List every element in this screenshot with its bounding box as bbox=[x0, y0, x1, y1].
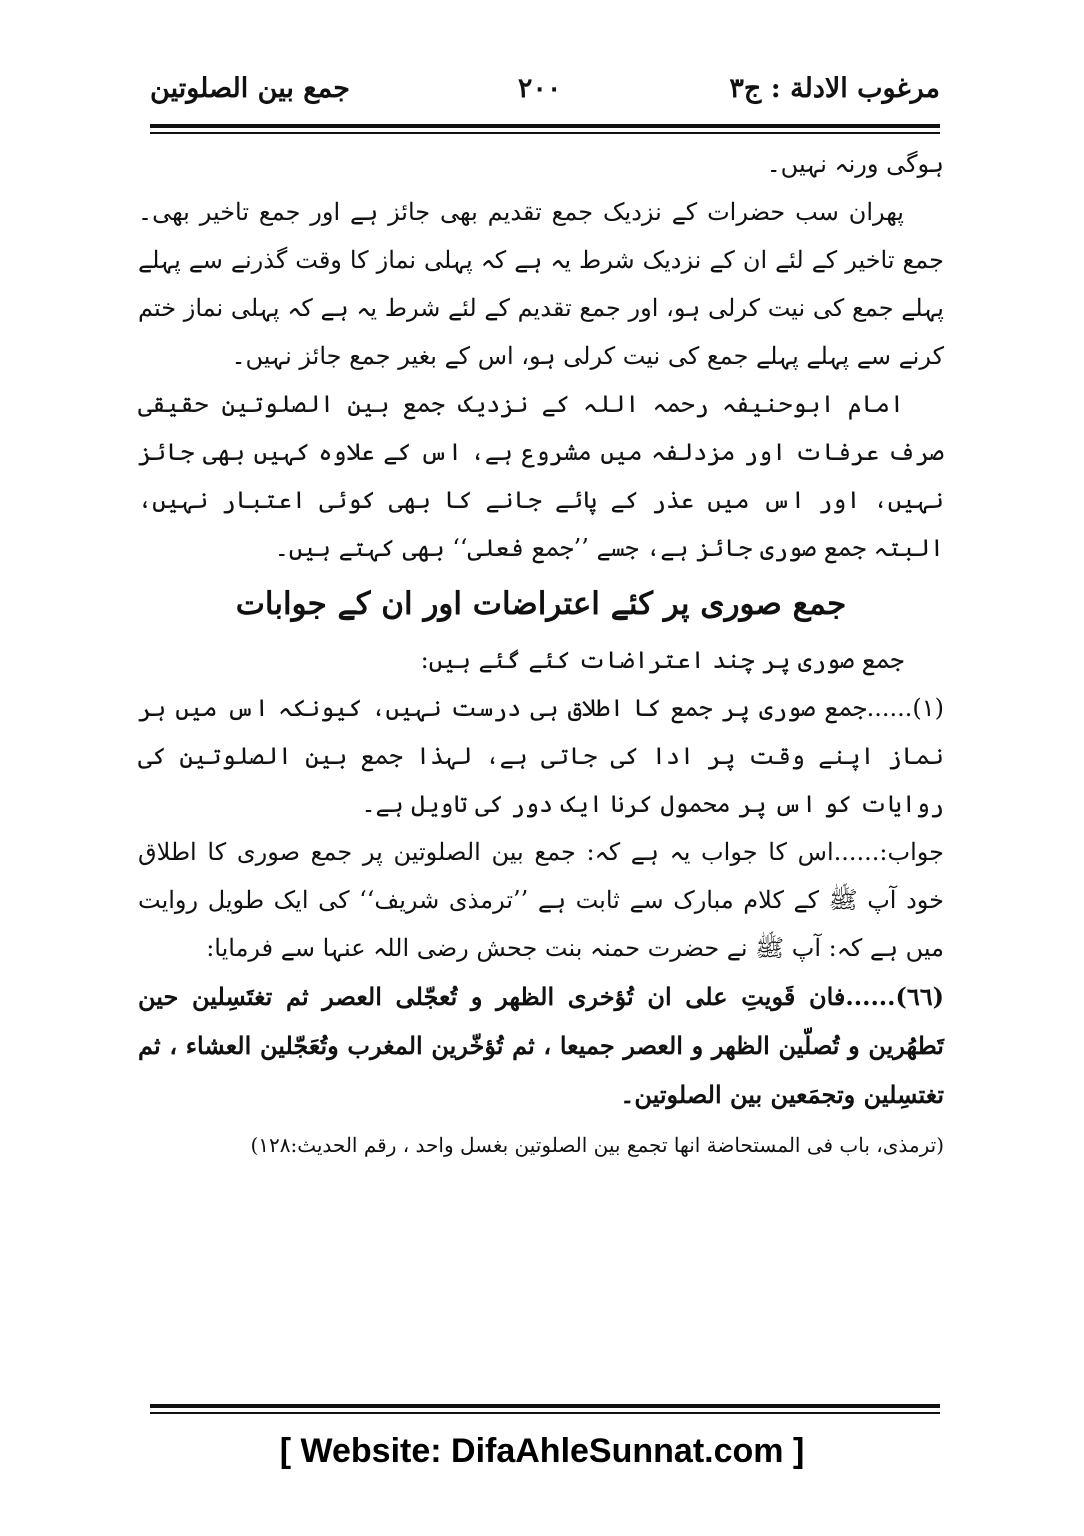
footer-rule-thick bbox=[150, 1404, 940, 1408]
page-number: ۲۰۰ bbox=[517, 72, 562, 104]
footer-rule-thin bbox=[150, 1412, 940, 1414]
answer-paragraph: جواب:......اس کا جواب یہ ہے کہ: جمع بین الصلوتین پر جمع صوری کا اطلاق خود آپ ﷺ کے کلام مبارک سے ثابت ہے ’’ترمذی شریف‘‘ کی ایک طویل روایت میں ہے کہ: آپ ﷺ نے حضرت حمنہ بنت جحش رضی اللہ عنہا سے فرمایا: bbox=[138, 838, 944, 962]
paragraph-continuation: ہوگی ورنہ نہیں۔ bbox=[766, 150, 944, 178]
page-header bbox=[150, 62, 940, 114]
hadith-text: (٦٦)......فان قَويتِ على ان تُؤخرى الظهر و تُعجّلى العصر ثم تغتَسِلين حين تَطهُرين و تُصلّين الظهر و العصر جميعا ، ثم تُؤخّرين المغرب وتُعَجّلين العشاء ، ثم تغتسِلين وتجمَعين بين الصلوتين۔ bbox=[138, 982, 945, 1109]
chapter-title: جمع بین الصلوتین bbox=[150, 72, 350, 104]
hadith-reference: (ترمذی، باب فی المستحاضة انها تجمع بين الصلوتين بغسل واحد ، رقم الحديث:۱۲۸) bbox=[250, 1133, 944, 1157]
objections-intro: جمع صوری پر چند اعتراضات کئے گئے ہیں: bbox=[420, 646, 904, 674]
section-heading: جمع صوری پر کئے اعتراضات اور ان کے جوابات bbox=[235, 586, 847, 622]
header-rule-thin bbox=[150, 132, 940, 134]
book-title: مرغوب الادلة : ج۳ bbox=[729, 72, 940, 104]
objection-1: (۱)......جمع صوری پر جمع کا اطلاق ہی درست نہیں، کیونکہ اس میں ہر نماز اپنے وقت پر ادا کی جاتی ہے، لہذا جمع بین الصلوتین کی روایات کو اس پر محمول کرنا ایک دور کی تاویل ہے۔ bbox=[138, 694, 944, 818]
website-banner: [ Website: DifaAhleSunnat.com ] bbox=[279, 1432, 805, 1470]
paragraph-jam-conditions: پھران سب حضرات کے نزدیک جمع تقدیم بھی جائز ہے اور جمع تاخیر بھی۔ جمع تاخیر کے لئے ان کے نزدیک شرط یہ ہے کہ پہلی نماز کا وقت گذرنے سے پہلے پہلے جمع کی نیت کرلی ہو، اور جمع تقدیم کے لئے شرط یہ ہے کہ پہلی نماز ختم کرنے سے پہلے پہلے جمع کی نیت کرلی ہو، اس کے بغیر جمع جائز نہیں۔ bbox=[138, 198, 944, 370]
header-rule-thick bbox=[150, 124, 940, 128]
page-body bbox=[138, 140, 944, 1169]
paragraph-imam-abu-hanifa: امام ابوحنیفہ رحمہ اللہ کے نزدیک جمع بین الصلوتین حقیقی صرف عرفات اور مزدلفہ میں مشروع ہے، اس کے علاوہ کہیں بھی جائز نہیں، اور اس میں عذر کے پائے جانے کا بھی کوئی اعتبار نہیں، البتہ جمع صوری جائز ہے، جسے ’’جمع فعلی‘‘ بھی کہتے ہیں۔ bbox=[138, 390, 944, 562]
